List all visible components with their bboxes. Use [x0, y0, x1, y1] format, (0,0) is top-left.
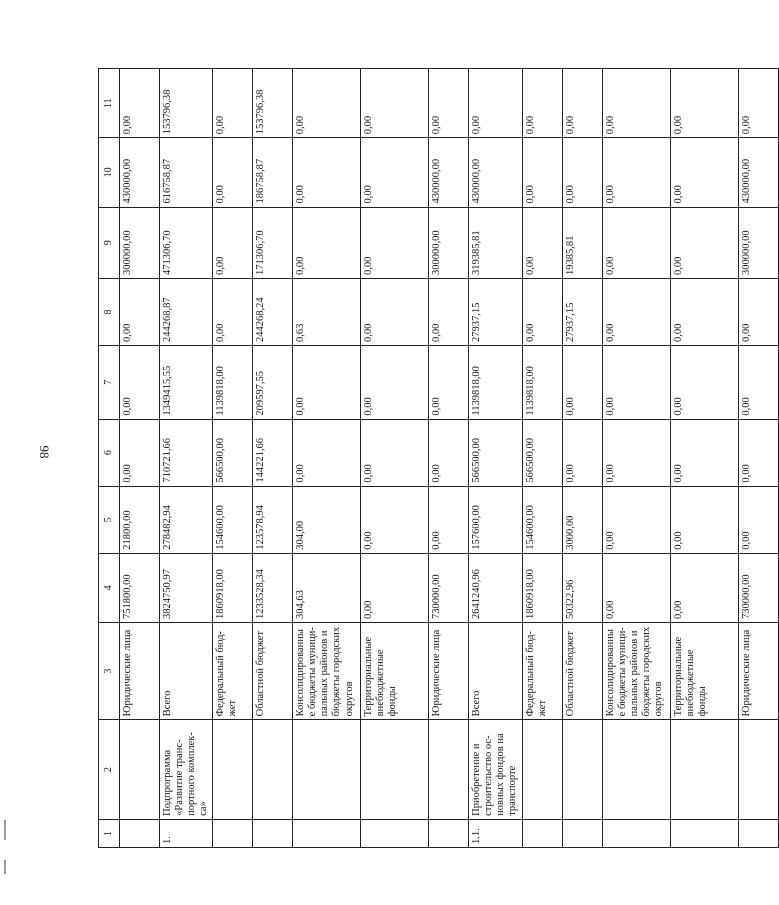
amount-cell: 0,00 [361, 69, 429, 138]
amount-cell: 153796,38 [253, 69, 293, 138]
funding-source-cell: Федеральный бюджет [522, 622, 562, 719]
amount-cell: 730000,00 [738, 553, 778, 622]
amount-cell: 1139818,00 [522, 346, 562, 420]
amount-cell: 0,00 [120, 419, 160, 486]
amount-cell: 171306,70 [253, 207, 293, 278]
amount-cell: 0,00 [429, 419, 469, 486]
row-number-cell [670, 819, 738, 847]
funding-source-cell: Консолидированные бюджеты муниципальных районов и бюджеты городских округов [293, 622, 361, 719]
amount-cell: 1860918,00 [522, 553, 562, 622]
row-number-cell [120, 819, 160, 847]
program-name-cell [253, 720, 293, 820]
table-row [160, 69, 213, 848]
column-header: 7 [99, 346, 120, 420]
amount-cell: 0,00 [120, 346, 160, 420]
amount-cell: 157600,00 [469, 486, 522, 553]
amount-cell: 430000,00 [469, 138, 522, 207]
amount-cell: 0,00 [670, 346, 738, 420]
amount-cell: 0,00 [522, 138, 562, 207]
amount-cell: 0,00 [429, 346, 469, 420]
table-row [670, 69, 738, 848]
amount-cell: 566500,00 [213, 419, 253, 486]
left-edge-mark [4, 860, 6, 874]
funding-source-cell: Юридические лица [738, 622, 778, 719]
amount-cell: 0,00 [602, 346, 670, 420]
amount-cell: 27937,15 [469, 278, 522, 345]
amount-cell: 0,00 [738, 419, 778, 486]
table-row [522, 69, 562, 848]
amount-cell: 0,00 [361, 419, 429, 486]
table-row [253, 69, 293, 848]
amount-cell: 0,63 [293, 278, 361, 345]
table-row [469, 69, 522, 848]
amount-cell: 1349415,55 [160, 346, 213, 420]
amount-cell: 0,00 [120, 69, 160, 138]
column-header: 11 [99, 69, 120, 138]
amount-cell: 1860918,00 [213, 553, 253, 622]
row-number-cell [213, 819, 253, 847]
program-name-cell [522, 720, 562, 820]
amount-cell: 278482,94 [160, 486, 213, 553]
amount-cell: 0,00 [293, 419, 361, 486]
amount-cell: 0,00 [562, 419, 602, 486]
amount-cell: 154600,00 [213, 486, 253, 553]
amount-cell: 0,00 [738, 278, 778, 345]
program-name-cell [738, 720, 778, 820]
funding-source-cell: Юридические лица [120, 622, 160, 719]
amount-cell: 21800,00 [120, 486, 160, 553]
column-header: 4 [99, 553, 120, 622]
amount-cell: 186758,87 [253, 138, 293, 207]
amount-cell: 0,00 [361, 553, 429, 622]
left-edge-mark [4, 820, 6, 840]
column-header: 6 [99, 419, 120, 486]
amount-cell: 0,00 [361, 346, 429, 420]
program-name-cell [602, 720, 670, 820]
amount-cell: 0,00 [361, 207, 429, 278]
row-number-cell [293, 819, 361, 847]
amount-cell: 0,00 [562, 138, 602, 207]
amount-cell: 244268,24 [253, 278, 293, 345]
amount-cell: 304,63 [293, 553, 361, 622]
amount-cell: 27937,15 [562, 278, 602, 345]
table-row [213, 69, 253, 848]
amount-cell: 2641240,96 [469, 553, 522, 622]
amount-cell: 0,00 [562, 346, 602, 420]
table-row [293, 69, 361, 848]
program-name-cell [562, 720, 602, 820]
amount-cell: 0,00 [670, 278, 738, 345]
column-header: 5 [99, 486, 120, 553]
amount-cell: 0,00 [361, 138, 429, 207]
amount-cell: 304,00 [293, 486, 361, 553]
funding-source-cell: Областной бюджет [253, 622, 293, 719]
column-header: 9 [99, 207, 120, 278]
amount-cell: 0,00 [670, 419, 738, 486]
amount-cell: 751800,00 [120, 553, 160, 622]
amount-cell: 0,00 [602, 486, 670, 553]
amount-cell: 1139818,00 [213, 346, 253, 420]
funding-source-cell: Территориальные внебюджетные фонды [361, 622, 429, 719]
amount-cell: 0,00 [670, 138, 738, 207]
amount-cell: 0,00 [670, 207, 738, 278]
column-header: 1 [99, 819, 120, 847]
row-number-cell [253, 819, 293, 847]
amount-cell: 0,00 [293, 138, 361, 207]
amount-cell: 0,00 [670, 486, 738, 553]
amount-cell: 319385,81 [469, 207, 522, 278]
amount-cell: 0,00 [738, 486, 778, 553]
amount-cell: 0,00 [429, 69, 469, 138]
amount-cell: 0,00 [602, 278, 670, 345]
budget-table [98, 68, 779, 848]
table-body [120, 69, 779, 848]
table-row [120, 69, 160, 848]
amount-cell: 1233528,34 [253, 553, 293, 622]
amount-cell: 0,00 [670, 553, 738, 622]
amount-cell: 0,00 [429, 486, 469, 553]
amount-cell: 0,00 [522, 207, 562, 278]
row-number-cell: 1. [160, 819, 213, 847]
funding-source-cell: Юридические лица [429, 622, 469, 719]
amount-cell: 300000,00 [429, 207, 469, 278]
amount-cell: 19385,81 [562, 207, 602, 278]
amount-cell: 0,00 [293, 69, 361, 138]
program-name-cell [670, 720, 738, 820]
amount-cell: 0,00 [602, 419, 670, 486]
program-name-cell: Подпрограмма «Развитие транспортного комплекса» [160, 720, 213, 820]
amount-cell: 0,00 [293, 207, 361, 278]
program-name-cell [213, 720, 253, 820]
budget-table-container [98, 68, 752, 848]
amount-cell: 0,00 [213, 138, 253, 207]
program-name-cell [361, 720, 429, 820]
amount-cell: 209597,55 [253, 346, 293, 420]
amount-cell: 430000,00 [120, 138, 160, 207]
amount-cell: 710721,66 [160, 419, 213, 486]
amount-cell: 0,00 [213, 207, 253, 278]
amount-cell: 144221,66 [253, 419, 293, 486]
amount-cell: 0,00 [602, 553, 670, 622]
amount-cell: 300000,00 [738, 207, 778, 278]
amount-cell: 0,00 [293, 346, 361, 420]
amount-cell: 0,00 [361, 278, 429, 345]
amount-cell: 0,00 [213, 69, 253, 138]
program-name-cell [293, 720, 361, 820]
amount-cell: 0,00 [670, 69, 738, 138]
table-row [429, 69, 469, 848]
amount-cell: 566500,00 [522, 419, 562, 486]
amount-cell: 0,00 [120, 278, 160, 345]
funding-source-cell: Консолидированные бюджеты муниципальных районов и бюджеты городских округов [602, 622, 670, 719]
row-number-cell [361, 819, 429, 847]
row-number-cell [602, 819, 670, 847]
amount-cell: 0,00 [602, 69, 670, 138]
amount-cell: 471306,70 [160, 207, 213, 278]
amount-cell: 0,00 [738, 69, 778, 138]
amount-cell: 566500,00 [469, 419, 522, 486]
amount-cell: 3824750,97 [160, 553, 213, 622]
amount-cell: 0,00 [522, 69, 562, 138]
amount-cell: 1139818,00 [469, 346, 522, 420]
amount-cell: 0,00 [738, 346, 778, 420]
funding-source-cell: Территориальные внебюджетные фонды [670, 622, 738, 719]
table-row [738, 69, 778, 848]
amount-cell: 154600,00 [522, 486, 562, 553]
program-name-cell: Приобретение и строительство основных фондов на транспорте [469, 720, 522, 820]
amount-cell: 300000,00 [120, 207, 160, 278]
row-number-cell: 1.1. [469, 819, 522, 847]
table-row [361, 69, 429, 848]
amount-cell: 0,00 [429, 278, 469, 345]
amount-cell: 430000,00 [738, 138, 778, 207]
funding-source-cell: Федеральный бюджет [213, 622, 253, 719]
amount-cell: 0,00 [602, 138, 670, 207]
funding-source-cell: Всего [160, 622, 213, 719]
amount-cell: 430000,00 [429, 138, 469, 207]
row-number-cell [738, 819, 778, 847]
column-header: 8 [99, 278, 120, 345]
amount-cell: 50322,96 [562, 553, 602, 622]
amount-cell: 0,00 [361, 486, 429, 553]
row-number-cell [562, 819, 602, 847]
amount-cell: 730000,00 [429, 553, 469, 622]
column-header: 3 [99, 622, 120, 719]
program-name-cell [120, 720, 160, 820]
amount-cell: 244268,87 [160, 278, 213, 345]
amount-cell: 0,00 [602, 207, 670, 278]
amount-cell: 0,00 [522, 278, 562, 345]
amount-cell: 0,00 [562, 69, 602, 138]
amount-cell: 0,00 [213, 278, 253, 345]
row-number-cell [429, 819, 469, 847]
page-number: 98 [37, 445, 52, 459]
program-name-cell [429, 720, 469, 820]
row-number-cell [522, 819, 562, 847]
funding-source-cell: Всего [469, 622, 522, 719]
amount-cell: 153796,38 [160, 69, 213, 138]
amount-cell: 616758,87 [160, 138, 213, 207]
amount-cell: 123578,94 [253, 486, 293, 553]
amount-cell: 3000,00 [562, 486, 602, 553]
table-row [602, 69, 670, 848]
column-header: 10 [99, 138, 120, 207]
table-header-row [99, 69, 120, 848]
funding-source-cell: Областной бюджет [562, 622, 602, 719]
column-header: 2 [99, 720, 120, 820]
table-row [562, 69, 602, 848]
amount-cell: 0,00 [469, 69, 522, 138]
